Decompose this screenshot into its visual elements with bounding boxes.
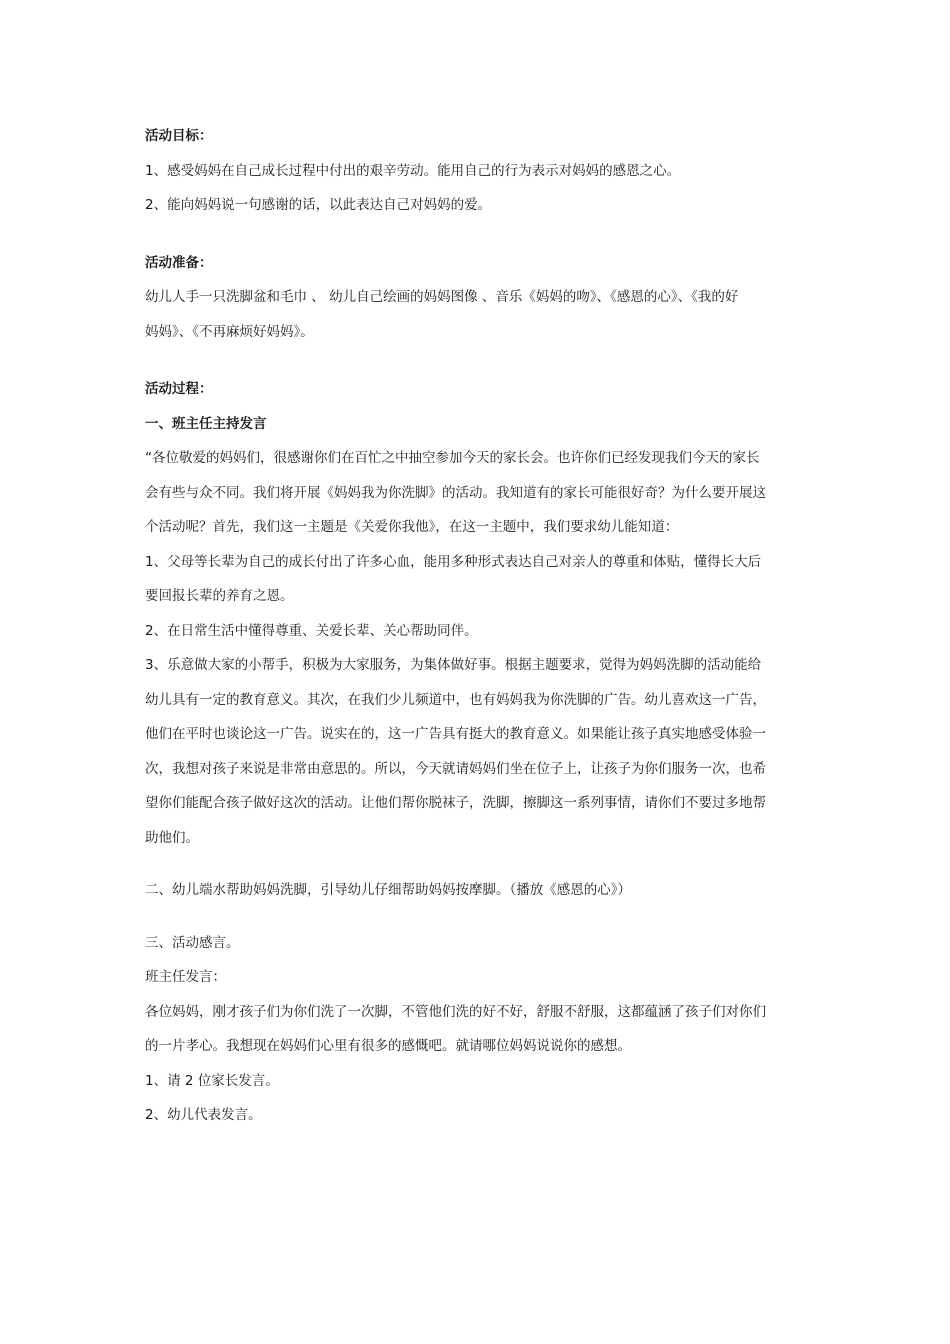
preparation-heading: 活动准备： [145,254,213,271]
step1-line-8: 幼儿具有一定的教育意义。其次，在我们少儿频道中，也有妈妈我为你洗脚的广告。幼儿喜欢这一广告， [145,691,766,708]
step1-line-5: 要回报长辈的养育之恩。 [145,588,294,604]
process-heading: 活动过程： [145,381,213,397]
step1-line-11: 望你们能配合孩子做好这次的活动。让他们帮你脱袜子，洗脚，擦脚这一系列事情，请你们不要过多地帮 [145,795,766,811]
preparation-line-2: 妈妈》、《不再麻烦好妈妈》。 [145,323,314,340]
step3-heading: 三、活动感言。 [145,934,240,951]
step1-line-9: 他们在平时也谈论这一广告。说实在的，这一广告具有挺大的教育意义。如果能让孩子真实地感受体验一 [145,726,766,742]
step2-line: 二、幼儿端水帮助妈妈洗脚，引导幼儿仔细帮助妈妈按摩脚。（播放《感恩的心》） [145,882,631,898]
step1-line-12: 助他们。 [145,829,199,846]
step1-line-4: 1、父母等长辈为自己的成长付出了许多心血，能用多种形式表达自己对亲人的尊重和体贴，懂得长大后 [145,553,762,570]
step3-line-2: 的一片孝心。我想现在妈妈们心里有很多的感慨吧。就请哪位妈妈说说你的感想。 [145,1038,631,1054]
step1-line-1: “各位敬爱的妈妈们，很感谢你们在百忙之中抽空参加今天的家长会。也许你们已经发现我们今天的家长 [145,450,760,466]
step3-line-3: 1、请 2 位家长发言。 [145,1072,279,1089]
step1-line-6: 2、在日常生活中懂得尊重、关爱长辈、关心帮助同伴。 [145,622,478,639]
goals-heading: 活动目标： [145,128,213,144]
step1-line-7: 3、乐意做大家的小帮手，积极为大家服务，为集体做好事。根据主题要求，觉得为妈妈洗脚的活动能给 [145,657,762,673]
goal-item-2: 2、能向妈妈说一句感谢的话，以此表达自己对妈妈的爱。 [145,197,492,213]
step1-line-3: 个活动呢？首先，我们这一主题是《关爱你我他》，在这一主题中，我们要求幼儿能知道： [145,519,679,535]
step1-heading: 一、班主任主持发言 [145,415,267,432]
step3-subheading: 班主任发言： [145,969,226,985]
step1-line-2: 会有些与众不同。我们将开展《妈妈我为你洗脚》的活动。我知道有的家长可能很好奇？为什么要开展这 [145,484,766,501]
step1-line-10: 次，我想对孩子来说是非常由意思的。所以，今天就请妈妈们坐在位子上，让孩子为你们服务一次，也希 [145,760,766,777]
step3-line-1: 各位妈妈，刚才孩子们为你们洗了一次脚，不管他们洗的好不好，舒服不舒服，这都蕴涵了孩子们对你们 [145,1003,766,1020]
goal-item-1: 1、感受妈妈在自己成长过程中付出的艰辛劳动。能用自己的行为表示对妈妈的感恩之心。 [145,162,681,179]
preparation-line-1: 幼儿人手一只洗脚盆和毛巾 、 幼儿自己绘画的妈妈图像 、音乐《妈妈的吻》、《感恩的心》、《我的好 [145,289,739,305]
step3-line-4: 2、幼儿代表发言。 [145,1107,262,1123]
